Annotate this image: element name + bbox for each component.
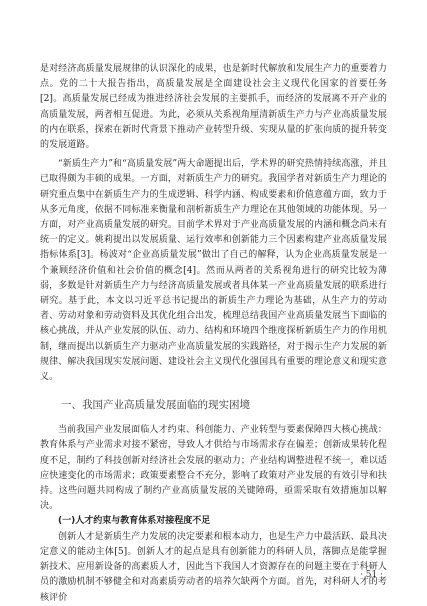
- body-paragraph-2: “新质生产力”和“高质量发展”两大命题提出后，学术界的研究热情持续高涨，并且已取得颇为丰硕的成果。一方面，对新质生产力的研究。我国学者对新质生产力理论的研究重点集中在新质生产力的生成逻辑、科学内涵、构成要素和价值意蕴方面，致力于从多元角度，依据不同标准来衡量和剖析新质生产力理论在其他领域的功能体现。另一方面，对产业高质量发展的研究。目前学术界对于产业高质量发展的内涵和概念尚未有统一的定义。姚莉提出以发展质量、运行效率和创新能力三个因素构建产业高质量发展指标体系[3]。杨波对“企业高质量发展”做出了自己的解释，认为企业高质量发展是一个兼顾经济价值和社会价值的概念[4]。然而从两者的关系视角进行的研究比较为薄弱，多数是针对新质生产力与经济高质量发展或者具体某一产业高质量发展的联系进行研究。基于此，本文以习近平总书记提出的新质生产力理论为基础，从生产力的劳动者、劳动对象和劳动资料及其优化组合出发，梳理总结我国产业高质量发展当下面临的核心挑战，并从产业发展的队伍、动力、结构和环境四个维度探析新质生产力的作用机制，继而提出以新质生产力驱动产业高质量发展的实践路径，对于揭示生产力发展的新规律、解决我国现实发展问题、建设社会主义现代化强国具有重要的理论意义和现实意义。: [40, 159, 387, 383]
- page-number: · 51 ·: [360, 570, 383, 580]
- section-title: 一、我国产业高质量发展面临的现实困境: [61, 399, 250, 412]
- body-paragraph-4: 创新人才是新质生产力发展的决定要素和根本动力，也是生产力中最活跃、最具决定意义的能动主体[5]。创新人才的起点是具有创新能力的科研人员，落脚点是能掌握新技术、应用新设备的高素质人才，因此当下我国人才资源存在的问题主要在于科研人员的激励机制不够健全和对高素质劳动者的培养欠缺两个方面。首先，对科研人才的考核评价: [40, 531, 387, 603]
- subsection-title: (一)人才约束与教育体系对接程度不足: [58, 516, 211, 527]
- body-paragraph-3: 当前我国产业发展面临人才约束、科创能力、产业转型与要素保障四大核心挑战：教育体系与产业需求对接不紧密，导致人才供给与市场需求存在偏差；创新成果转化程度不足，制约了科技创新对经济社会发展的驱动力；产业结构调整进程不统一，难以适应快速变化的市场需求；政策要素整合不充分，影响了政策对产业发展的有效引导和扶持。这些问题共同构成了制约产业高质量发展的关键障碍，亟需采取有效措施加以解决。: [40, 425, 387, 512]
- body-paragraph-1: 是对经济高质量发展规律的认识深化的成果，也是新时代解放和发展生产力的重要着力点。党的二十大报告指出，高质量发展是全面建设社会主义现代化国家的首要任务[2]。高质量发展已经成为推进经济社会发展的主要抓手，而经济的发展离不开产业的高质量发展，两者相互促进。为此，必须从关系视角厘清新质生产力与产业高质量发展的内在联系，探索在新时代背景下推动产业转型升级、实现从量的扩张向质的提升转变的发展道路。: [40, 64, 387, 151]
- page-content: [40, 62, 387, 606]
